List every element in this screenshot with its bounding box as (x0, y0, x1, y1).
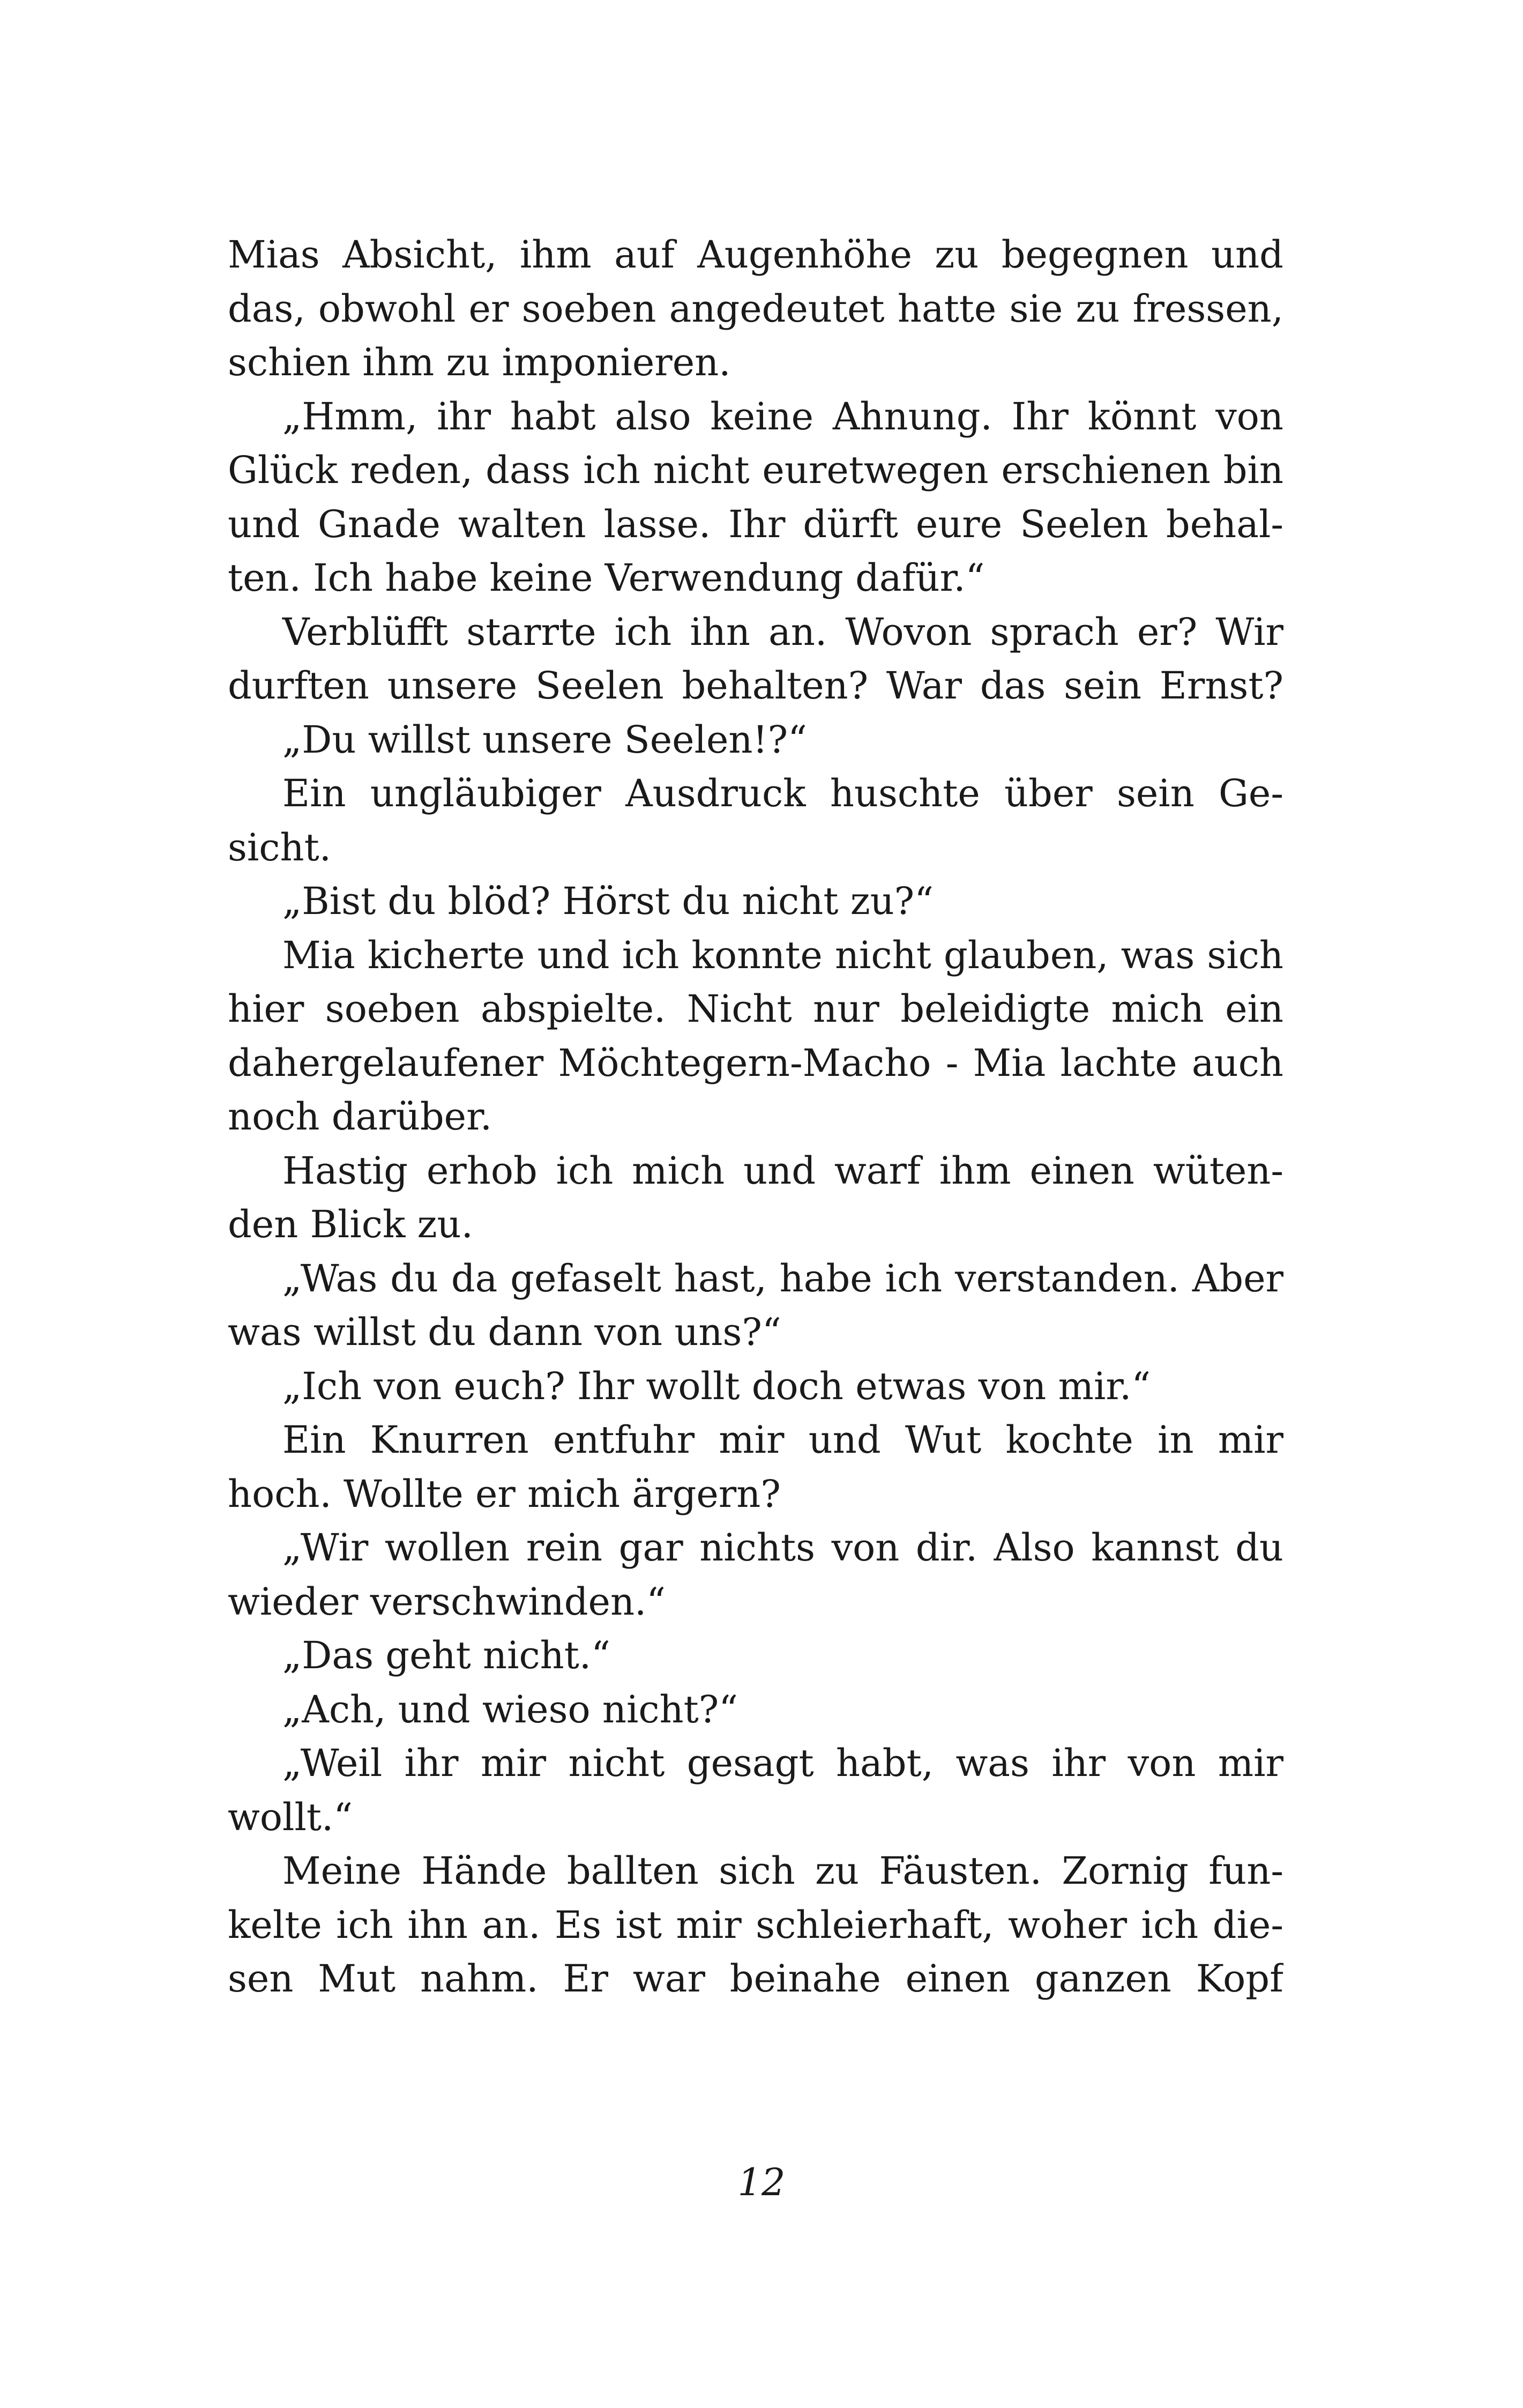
text-line: „Ach, und wieso nicht?“ (282, 1687, 738, 1731)
text-line: Mias Absicht, ihm auf Augenhöhe zu begegnen und (228, 233, 1283, 277)
page-number: 12 (737, 2160, 786, 2204)
text-line: sen Mut nahm. Er war beinahe einen ganzen Kopf (228, 1957, 1283, 2001)
text-line: noch darüber. (228, 1095, 492, 1139)
text-line: Hastig erhob ich mich und warf ihm einen wüten- (282, 1148, 1283, 1193)
text-line: schien ihm zu imponieren. (228, 340, 731, 384)
text-line: Glück reden, dass ich nicht euretwegen erschienen bin (228, 448, 1283, 492)
text-line: „Du willst unsere Seelen!?“ (282, 717, 807, 762)
text-line: den Blick zu. (228, 1202, 473, 1246)
text-line: „Das geht nicht.“ (282, 1633, 610, 1677)
text-line: und Gnade walten lasse. Ihr dürft eure Seelen behal- (228, 502, 1283, 546)
body-text (228, 228, 1283, 2006)
text-line: hoch. Wollte er mich ärgern? (228, 1471, 781, 1516)
text-line: „Weil ihr mir nicht gesagt habt, was ihr von mir (282, 1741, 1283, 1785)
text-line: „Was du da gefaselt hast, habe ich verstanden. Aber (282, 1256, 1283, 1300)
text-line: Mia kicherte und ich konnte nicht glauben, was sich (282, 933, 1283, 977)
text-line: hier soeben abspielte. Nicht nur beleidigte mich ein (228, 987, 1283, 1031)
text-line: „Bist du blöd? Hörst du nicht zu?“ (282, 879, 934, 923)
text-line: Meine Hände ballten sich zu Fäusten. Zornig fun- (282, 1849, 1283, 1893)
text-line: durften unsere Seelen behalten? War das sein Ernst? (228, 664, 1283, 708)
text-line: Ein ungläubiger Ausdruck huschte über sein Ge- (282, 771, 1283, 815)
text-line: „Hmm, ihr habt also keine Ahnung. Ihr könnt von (282, 394, 1283, 439)
text-line: Verblüfft starrte ich ihn an. Wovon sprach er? Wir (282, 610, 1283, 654)
text-line: „Ich von euch? Ihr wollt doch etwas von mir.“ (282, 1364, 1151, 1408)
text-line: sicht. (228, 825, 331, 869)
text-line: „Wir wollen rein gar nichts von dir. Also kannst du (282, 1526, 1283, 1570)
text-line: wollt.“ (228, 1795, 353, 1839)
text-line: das, obwohl er soeben angedeutet hatte sie zu fressen, (228, 286, 1283, 331)
text-line: Ein Knurren entfuhr mir und Wut kochte in mir (282, 1418, 1283, 1462)
text-line: wieder verschwinden.“ (228, 1579, 666, 1624)
text-line: ten. Ich habe keine Verwendung dafür.“ (228, 556, 985, 600)
text-line: kelte ich ihn an. Es ist mir schleierhaft, woher ich die- (228, 1902, 1283, 1947)
text-line: was willst du dann von uns?“ (228, 1310, 781, 1354)
text-line: dahergelaufener Möchtegern-Macho - Mia lachte auch (228, 1041, 1283, 1085)
